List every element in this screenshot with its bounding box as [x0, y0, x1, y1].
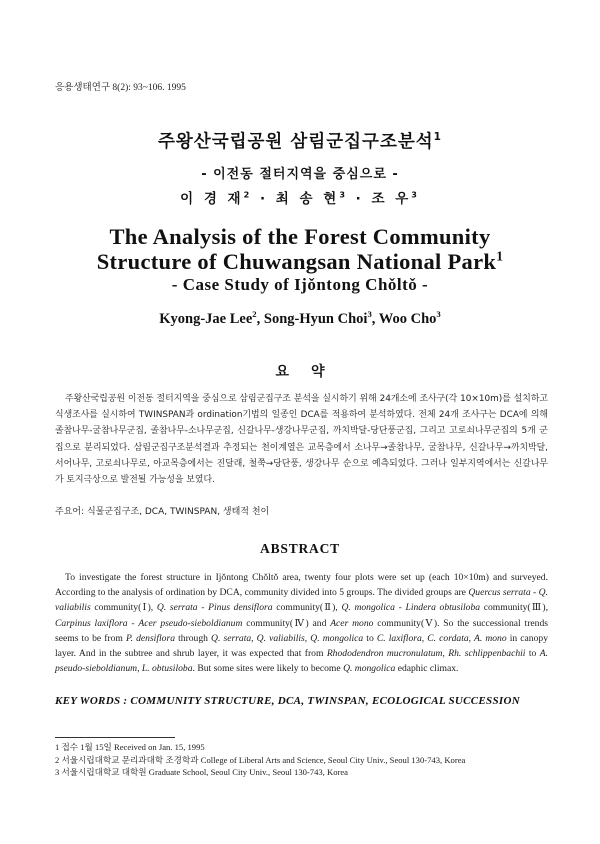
title-footnote-marker: 1 — [433, 131, 442, 144]
species-name: C. laxiflora, C. cordata, A. mono — [376, 632, 507, 644]
english-abstract-text — [55, 570, 548, 676]
korean-authors — [0, 187, 600, 207]
korean-title-text: 주왕산국립공원 삼림군집구조분석 — [158, 132, 434, 152]
species-name: Rhododendron mucronulatum, Rh. schlippenbachii — [326, 648, 526, 660]
abstract-text-run: community(Ⅱ), — [272, 602, 342, 614]
abstract-text-run: - — [197, 602, 209, 614]
english-title-line-1: The Analysis of the Forest Community — [109, 224, 491, 249]
author-separator: , — [256, 311, 264, 327]
journal-reference: 응용생태연구 8(2): 93~106. 1995 — [55, 83, 186, 93]
english-title-line-2-text: Structure of Chuwangsan National Park — [96, 249, 497, 274]
author-separator: · — [252, 191, 276, 207]
footnote-2: 2 서울시립대학교 문리과대학 조경학과 College of Liberal Arts and Science, Seoul City Univ., Seoul 130-743, Korea — [55, 754, 466, 765]
abstract-text-run: . But some sites were likely to become — [192, 663, 344, 675]
korean-subtitle: - 이전동 절터지역을 중심으로 - — [201, 167, 399, 182]
abstract-text-run: - — [127, 617, 139, 629]
species-name: Carpinus laxiflora — [55, 617, 128, 629]
korean-abstract — [55, 391, 548, 488]
author-affiliation-marker: 3 — [436, 309, 441, 320]
abstract-text-run: - — [394, 602, 406, 614]
author-separator: , — [371, 311, 379, 327]
english-subtitle: - Case Study of Ijǒntong Chǒltǒ - — [171, 275, 429, 294]
species-name: Q. serrata — [156, 602, 198, 614]
abstract-text-run: in canopy layer. And in the subtree and shrub layer, it was expected that from — [55, 632, 548, 660]
english-author-1: Kyong-Jae Lee — [159, 311, 253, 327]
korean-author-3: 조 우 — [371, 191, 412, 207]
abstract-text-run: to — [525, 648, 540, 660]
footnote-1: 1 접수 1월 15일 Received on Jan. 15, 1995 — [55, 742, 205, 752]
author-affiliation-marker: 3 — [339, 189, 348, 200]
species-name: Acer pseudo-sieboldianum — [138, 617, 243, 629]
abstract-heading: ABSTRACT — [260, 541, 340, 556]
korean-author-2: 최 송 현 — [275, 191, 340, 207]
species-name: Pinus densiflora — [208, 602, 273, 614]
abstract-text-run: - — [530, 587, 539, 599]
abstract-text-run: edaphic climax. — [395, 663, 459, 675]
footnotes — [55, 741, 465, 779]
abstract-text-run: to — [363, 632, 377, 644]
abstract-text-run: community(Ⅳ) and — [242, 617, 331, 629]
footnote-rule — [55, 737, 175, 738]
korean-abstract-heading: 요약 — [275, 364, 347, 380]
species-name: Q. mongolica — [343, 663, 396, 675]
english-title-line-2 — [0, 249, 600, 274]
english-author-2: Song-Hyun Choi — [263, 311, 368, 327]
korean-author-1: 이 경 재 — [180, 191, 244, 207]
author-affiliation-marker: 2 — [252, 309, 257, 320]
species-name: P. densiflora — [125, 632, 176, 644]
english-keywords: KEY WORDS : COMMUNITY STRUCTURE, DCA, TWINSPAN, ECOLOGICAL SUCCESSION — [55, 695, 520, 707]
english-abstract — [55, 570, 548, 676]
english-authors — [0, 311, 600, 328]
abstract-text-run: through — [175, 632, 212, 644]
korean-keywords: 주요어: 식물군집구조, DCA, TWINSPAN, 생태적 천이 — [55, 507, 270, 517]
abstract-text-run: To investigate the forest structure in Ijǒntong Chǒltǒ area, twenty four plots were set up (each 10×10m) and surveyed. According to the analysis of ordination by DCA, community divided into 5 groups. The divided groups are — [55, 572, 548, 599]
species-name: A. pseudo-sieboldianum, L. obtusiloba — [55, 648, 549, 675]
species-name: Q. valiabilis — [55, 587, 548, 614]
abstract-text-run: community(Ⅲ), — [480, 602, 548, 614]
korean-abstract-text: 주왕산국립공원 이전동 절터지역을 중심으로 삼림군집구조 분석을 실시하기 위해 24개소에 조사구(각 10×10m)를 설치하고 식생조사를 실시하여 TWINSPAN과 ordination기법의 일종인 DCA를 적용하여 분석하였다. 전체 24개 조사구는 DCA에 의해 졸참나무-굴참나무군집, 졸참나무-소나무군집, 신갈나무-생강나무군집, 까치박달-당단풍군집, 그리고 고로쇠나무군집의 5개 군집으로 분리되었다. 삼림군집구조분석결과 추정되는 천이계열은 교목층에서 소나무→졸참나무, 굴참나무, 신갈나무→까치박달, 서어나무, 고로쇠나무로, 아교목층에서는 진달래, 철쭉→당단풍, 생강나무 순으로 예측되었다. 그러나 일부지역에서는 신갈나무가 토지극상으로 발전될 가능성을 보였다. — [55, 394, 548, 486]
author-affiliation-marker: 3 — [411, 189, 420, 200]
abstract-text-run: community(Ⅴ). So the successional trends seems to be from — [55, 617, 548, 644]
footnote-3: 3 서울시립대학교 대학원 Graduate School, Seoul City Univ., Seoul 130-743, Korea — [55, 767, 348, 777]
english-title — [0, 224, 600, 274]
species-name: Q. mongolica — [341, 602, 395, 614]
species-name: Acer mono — [330, 617, 374, 629]
species-name: Quercus serrata — [468, 587, 531, 599]
english-title-footnote-marker: 1 — [496, 248, 504, 264]
species-name: Lindera obtusiloba — [405, 602, 481, 614]
species-name: Q. serrata, Q. valiabilis, Q. mongolica — [211, 632, 364, 644]
abstract-text-run: community(Ⅰ), — [90, 602, 157, 614]
english-author-3: Woo Cho — [378, 311, 437, 327]
author-separator: · — [347, 191, 372, 207]
korean-title — [0, 128, 600, 153]
author-affiliation-marker: 2 — [243, 189, 253, 200]
author-affiliation-marker: 3 — [367, 309, 372, 320]
